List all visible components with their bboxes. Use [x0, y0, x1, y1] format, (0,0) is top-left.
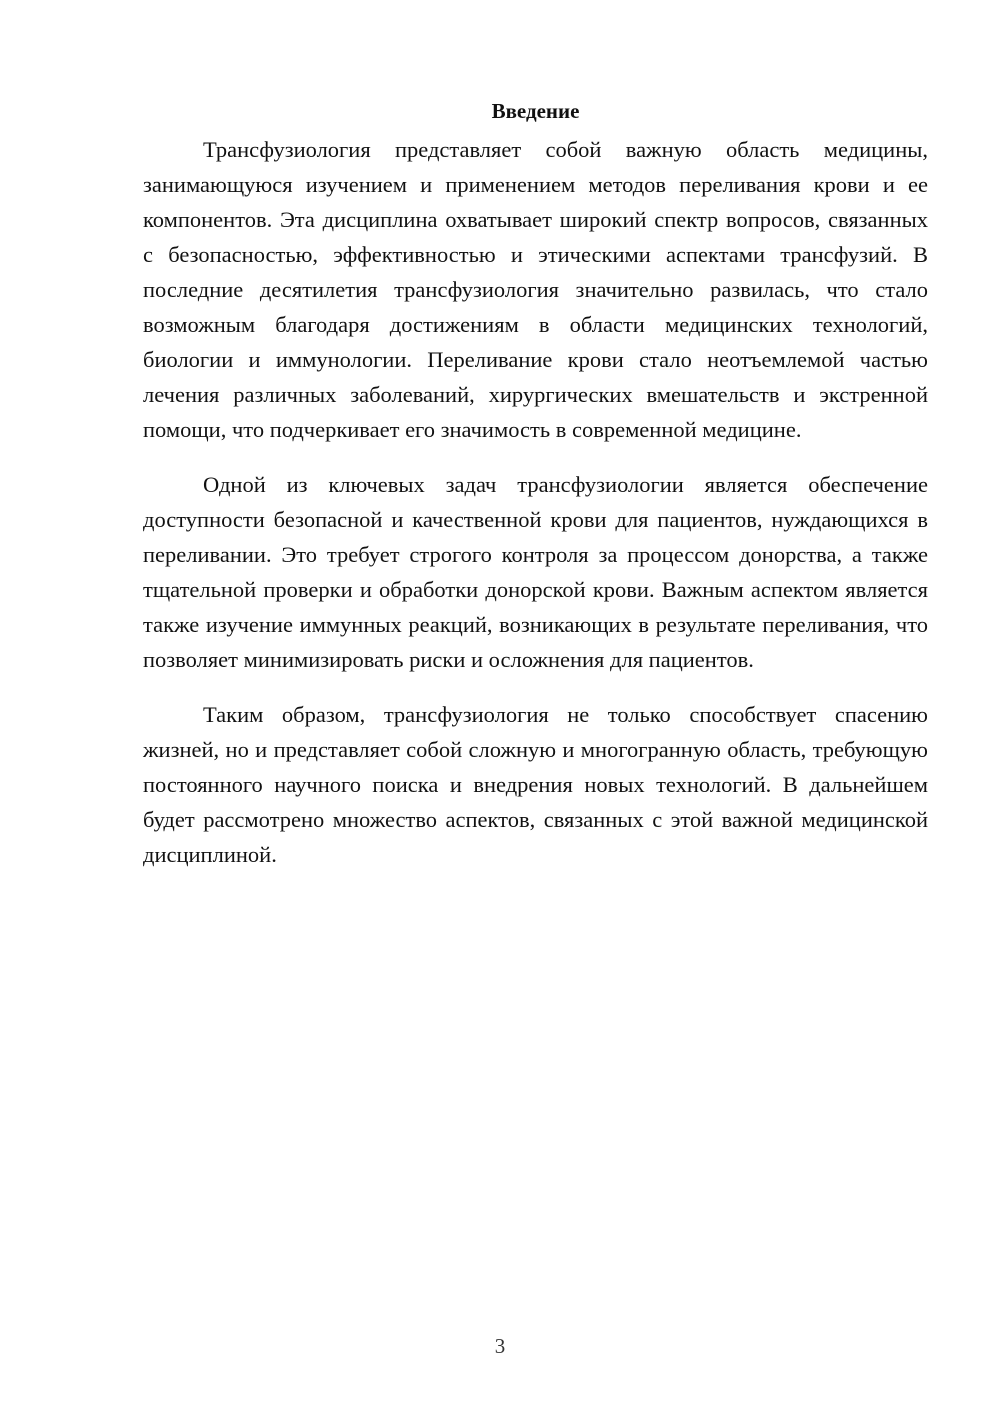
page-number: 3 — [494, 1334, 506, 1358]
paragraph-tasks: Одной из ключевых задач трансфузиологии является обеспечение доступности безопасной и качественной крови для пациентов, нуждающихся в переливании. Это требует строгого контроля за процессом донорства, а также тщательной проверки и обработки донорской крови. Важным аспектом является также изучение иммунных реакций, возникающих в результате переливания, что позволяет минимизировать риски и осложнения для пациентов. — [143, 472, 928, 672]
paragraph-conclusion: Таким образом, трансфузиология не только способствует спасению жизней, но и представляет собой сложную и многогранную область, требующую постоянного научного поиска и внедрения новых технологий. В дальнейшем будет рассмотрено множество аспектов, связанных с этой важной медицинской дисциплиной. — [143, 702, 928, 867]
section-title: Введение — [491, 99, 580, 123]
document-body — [143, 96, 928, 892]
paragraph-intro: Трансфузиология представляет собой важную область медицины, занимающуюся изучением и применением методов переливания крови и ее компонентов. Эта дисциплина охватывает широкий спектр вопросов, связанных с безопасностью, эффективностью и этическими аспектами трансфузий. В последние десятилетия трансфузиология значительно развилась, что стало возможным благодаря достижениям в области медицинских технологий, биологии и иммунологии. Переливание крови стало неотъемлемой частью лечения различных заболеваний, хирургических вмешательств и экстренной помощи, что подчеркивает его значимость в современной медицине. — [143, 137, 928, 442]
